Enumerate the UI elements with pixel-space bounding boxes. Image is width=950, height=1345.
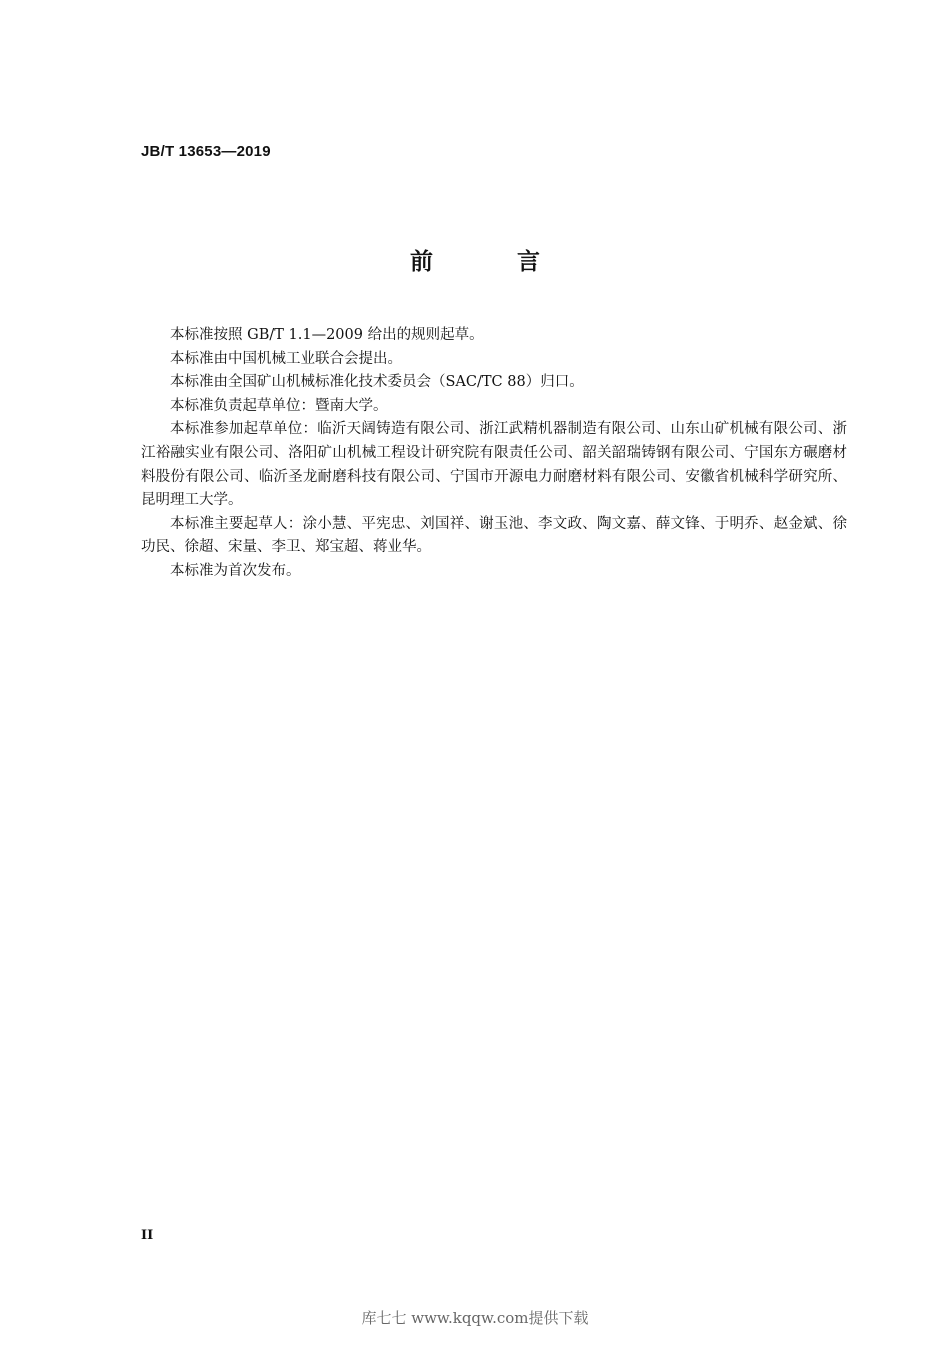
- foreword-body: [141, 324, 847, 584]
- paragraph-lead-drafter: 本标准负责起草单位：暨南大学。: [170, 397, 388, 414]
- paragraph-drafting-rules: 本标准按照 GB/T 1.1—2009 给出的规则起草。: [170, 327, 484, 343]
- paragraph-administrator: 本标准由全国矿山机械标准化技术委员会（SAC/TC 88）归口。: [170, 374, 584, 391]
- paragraph-main-drafters: 本标准主要起草人：涂小慧、平宪忠、刘国祥、谢玉池、李文政、陶文嘉、薛文锋、于明乔、赵金斌、徐功民、徐超、宋量、李卫、郑宝超、蒋业华。: [141, 515, 847, 556]
- footer-watermark: 库七七 www.kqqw.com提供下载: [361, 1309, 589, 1327]
- document-code: JB/T 13653—2019: [141, 143, 271, 160]
- paragraph-first-release: 本标准为首次发布。: [170, 562, 301, 579]
- page-title: 前 言: [409, 249, 578, 275]
- page-number: II: [141, 1228, 154, 1243]
- paragraph-participating-units: 本标准参加起草单位：临沂天阔铸造有限公司、浙江武精机器制造有限公司、山东山矿机械有限公司、浙江裕融实业有限公司、洛阳矿山机械工程设计研究院有限责任公司、韶关韶瑞铸钢有限公司、宁国东方碾磨材料股份有限公司、临沂圣龙耐磨科技有限公司、宁国市开源电力耐磨材料有限公司、安徽省机械科学研究所、昆明理工大学。: [141, 421, 847, 509]
- paragraph-proposer: 本标准由中国机械工业联合会提出。: [170, 350, 402, 367]
